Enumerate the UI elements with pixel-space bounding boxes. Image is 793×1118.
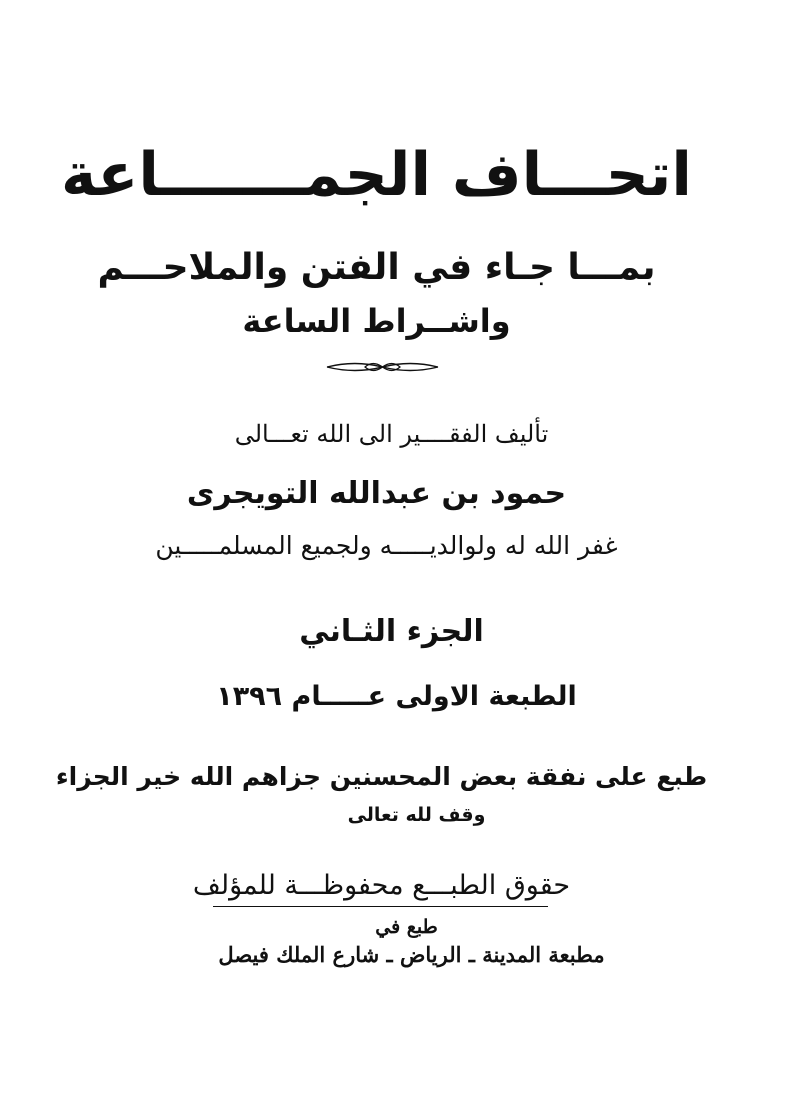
printing-press: مطبعة المدينة ـ الرياض ـ شارع الملك فيصل [218,942,605,967]
book-subtitle-line-2: واشــراط الساعة [242,302,511,340]
author-name: حمود بن عبدالله التويجرى [186,476,567,511]
copyright-notice: حقوق الطبـــع محفوظـــة للمؤلف [192,870,571,901]
copyright-underline [213,906,548,907]
volume-label: الجزء الثـاني [299,614,484,649]
ornament-divider-icon [325,356,440,378]
book-title: اتحـــاف الجمـــــــاعة [61,140,692,210]
edition-label: الطبعة الاولى عـــــام ١٣٩٦ [216,681,577,712]
printing-sponsor-note: طبع على نفقة بعض المحسنين جزاهم الله خير الجزاء [55,762,708,791]
author-prefix: تأليف الفقــــير الى الله تعـــالى [234,420,549,448]
author-dua: غفر الله له ولوالديـــــه ولجميع المسلمـــــين [155,531,618,560]
waqf-note: وقف لله تعالى [347,804,486,826]
book-subtitle-line-1: بمـــا جـاء في الفتن والملاحـــم [97,247,656,288]
printed-at-label: طبع في [375,916,438,938]
